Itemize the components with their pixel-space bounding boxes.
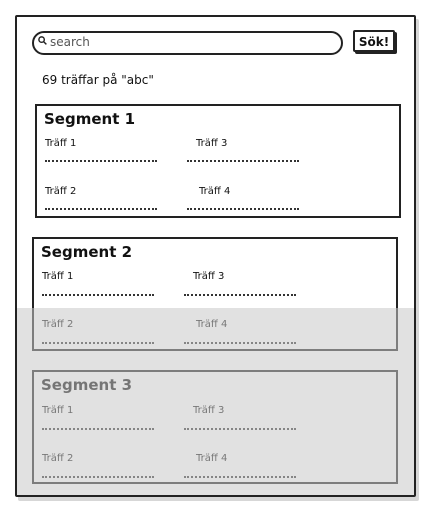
hit-link[interactable]: Träff 3 [196,138,228,149]
hit-link[interactable]: Träff 1 [45,138,77,149]
below-fold-overlay [17,308,414,495]
search-field[interactable] [32,31,343,55]
hit-link[interactable]: Träff 1 [42,271,74,282]
search-input[interactable] [50,34,330,50]
hit-link[interactable]: Träff 3 [193,271,225,282]
hit-placeholder-line [45,160,157,162]
segment-title: Segment 1 [44,110,136,128]
results-summary: 69 träffar på "abc" [42,73,154,87]
segment-title: Segment 2 [41,243,133,261]
search-icon [38,36,47,45]
hit-placeholder-line [42,294,154,296]
segment-1 [35,104,401,218]
hit-placeholder-line [184,294,296,296]
hit-link[interactable]: Träff 2 [45,186,77,197]
hit-placeholder-line [187,160,299,162]
hit-placeholder-line [187,208,299,210]
hit-placeholder-line [45,208,157,210]
hit-link[interactable]: Träff 4 [199,186,231,197]
search-button[interactable]: Sök! [353,30,395,52]
